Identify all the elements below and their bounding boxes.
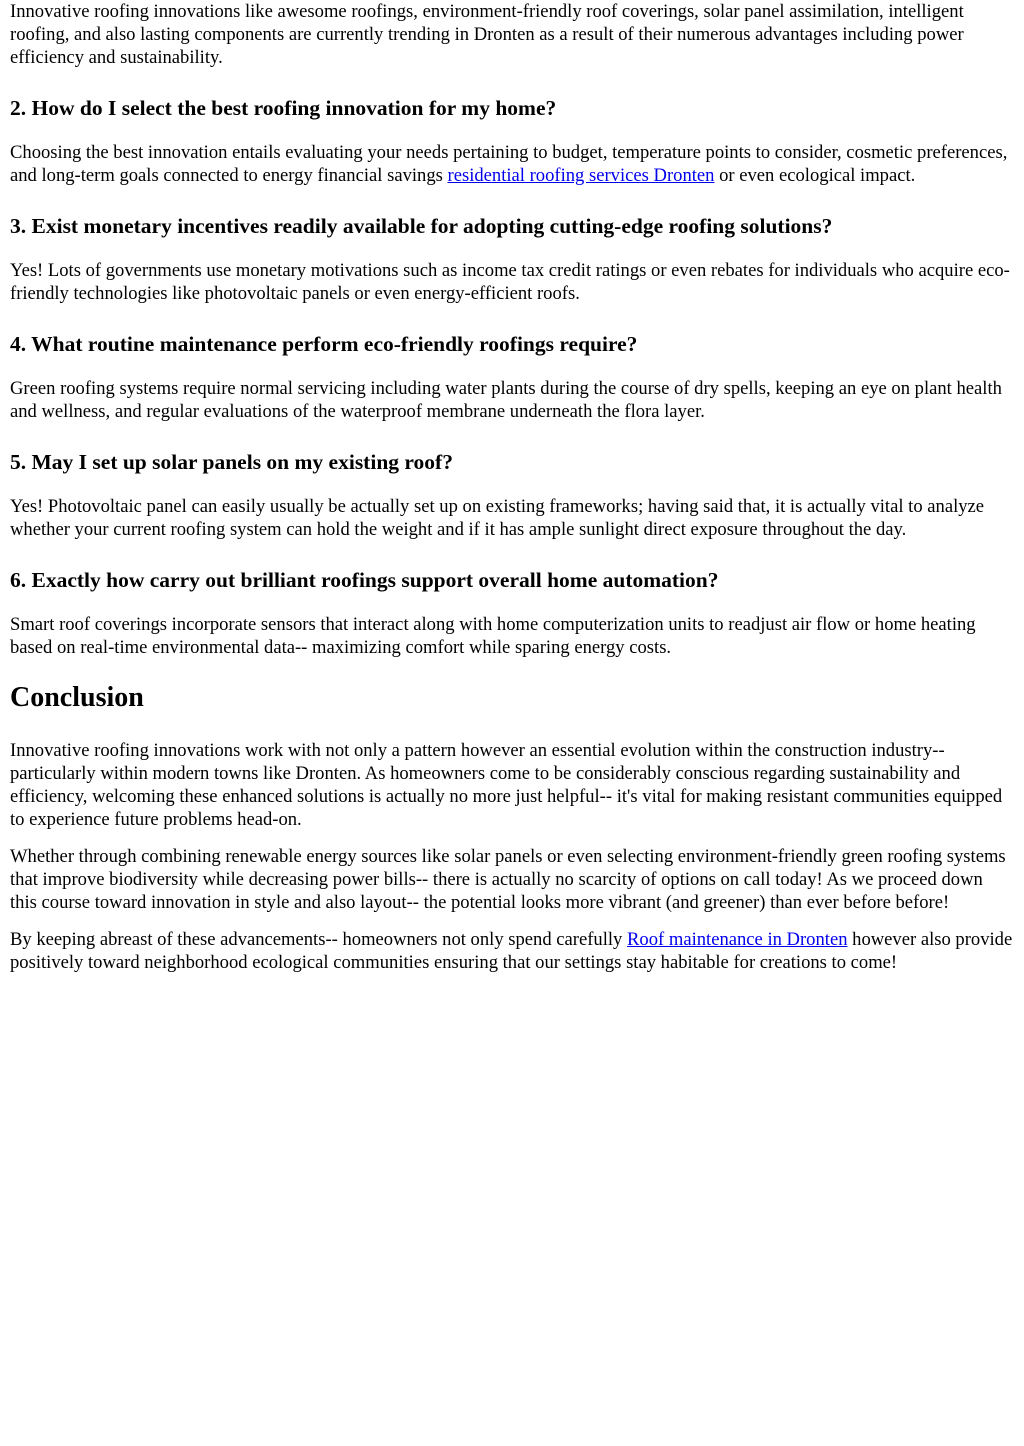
conclusion-paragraph-2: Whether through combining renewable energy sources like solar panels or even selecting environment-friendly green roofing systems that improve biodiversity while decreasing power bills-- there is actually no scarcity of options on call today! As we proceed down this course toward innovation in style and also layout-- the potential looks more vibrant (and greener) than ever before before! [10,846,1006,913]
conclusion-paragraph-3-text-after: however also provide positively toward neighborhood ecological communities ensuring that our settings stay habitable for creations to come! [10,929,1013,973]
intro-paragraph: Innovative roofing innovations like awesome roofings, environment-friendly roof coverings, solar panel assimilation, intelligent roofing, and also lasting components are currently trending in Dronten as a result of their numerous advantages including power efficiency and sustainability. [10,1,964,68]
faq-question-3: 3. Exist monetary incentives readily available for adopting cutting-edge roofing solutions? [10,214,833,238]
faq-answer-2-text-before: Choosing the best innovation entails evaluating your needs pertaining to budget, temperature points to consider, cosmetic preferences, and long-term goals connected to energy financial savings [10,142,1008,186]
faq-answer-2-text-after: or even ecological impact. [714,165,916,186]
faq-question-2: 2. How do I select the best roofing innovation for my home? [10,96,557,120]
faq-answer-2 [10,141,1014,187]
faq-question-6: 6. Exactly how carry out brilliant roofings support overall home automation? [10,568,719,592]
roof-maintenance-link[interactable]: Roof maintenance in Dronten [627,929,848,950]
conclusion-paragraph-3 [10,928,1014,974]
conclusion-paragraph-1: Innovative roofing innovations work with not only a pattern however an essential evolution within the construction industry-- particularly within modern towns like Dronten. As homeowners come to be considerably conscious regarding sustainability and efficiency, welcoming these enhanced solutions is actually no more just helpful-- it's vital for making resistant communities equipped to experience future problems head-on. [10,740,1003,830]
conclusion-heading: Conclusion [10,682,144,713]
faq-question-4: 4. What routine maintenance perform eco-friendly roofings require? [10,332,638,356]
faq-answer-5: Yes! Photovoltaic panel can easily usually be actually set up on existing frameworks; having said that, it is actually vital to analyze whether your current roofing system can hold the weight and if it has ample sunlight direct exposure throughout the day. [10,496,985,540]
faq-answer-6: Smart roof coverings incorporate sensors that interact along with home computerization units to readjust air flow or home heating based on real-time environmental data-- maximizing comfort while sparing energy costs. [10,614,976,658]
conclusion-paragraph-3-text-before: By keeping abreast of these advancements-- homeowners not only spend carefully [10,929,628,950]
faq-question-5: 5. May I set up solar panels on my existing roof? [10,450,453,474]
faq-answer-4: Green roofing systems require normal servicing including water plants during the course of dry spells, keeping an eye on plant health and wellness, and regular evaluations of the waterproof membrane underneath the flora layer. [10,378,1002,422]
residential-roofing-link[interactable]: residential roofing services Dronten [447,165,715,186]
faq-answer-3: Yes! Lots of governments use monetary motivations such as income tax credit ratings or even rebates for individuals who acquire eco-friendly technologies like photovoltaic panels or even energy-efficient roofs. [10,260,1010,304]
